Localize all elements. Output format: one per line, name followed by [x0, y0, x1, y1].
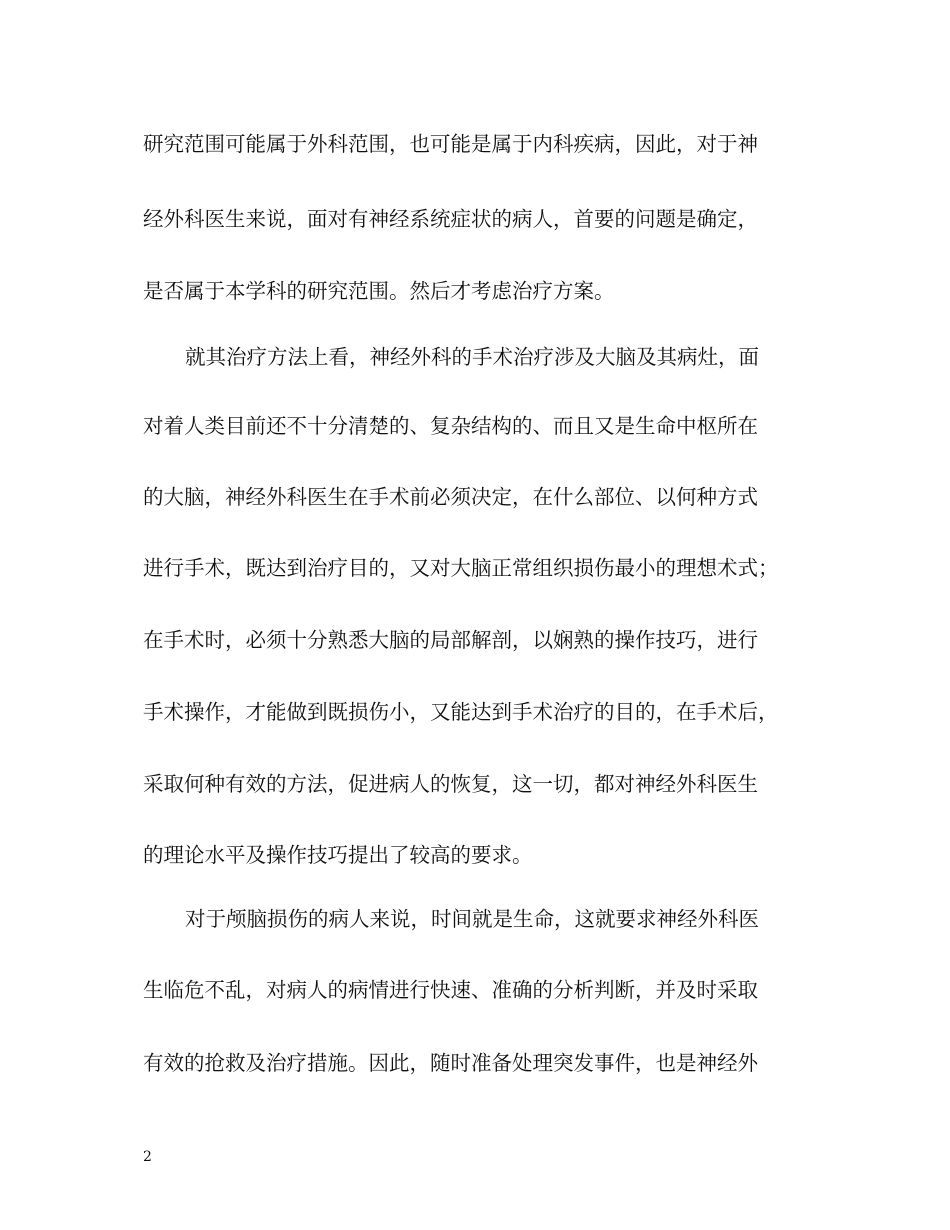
text-line: 进行手术，既达到治疗目的，又对大脑正常组织损伤最小的理想术式； [143, 556, 779, 580]
text-line: 对着人类目前还不十分清楚的、复杂结构的、而且又是生命中枢所在 [143, 414, 758, 438]
page-number: 2 [143, 1149, 152, 1165]
text-line: 有效的抢救及治疗措施。因此，随时准备处理突发事件，也是神经外 [143, 1051, 758, 1075]
text-line: 研究范围可能属于外科范围，也可能是属于内科疾病，因此，对于神 [143, 132, 758, 156]
text-line: 的理论水平及操作技巧提出了较高的要求。 [143, 843, 533, 867]
text-line: 就其治疗方法上看，神经外科的手术治疗涉及大脑及其病灶，面 [185, 345, 759, 369]
text-line: 生临危不乱，对病人的病情进行快速、准确的分析判断，并及时采取 [143, 978, 758, 1002]
text-line: 手术操作，才能做到既损伤小，又能达到手术治疗的目的，在手术后， [143, 700, 779, 724]
text-line: 采取何种有效的方法，促进病人的恢复，这一切，都对神经外科医生 [143, 772, 758, 796]
text-line: 的大脑，神经外科医生在手术前必须决定，在什么部位、以何种方式 [143, 485, 758, 509]
text-line: 对于颅脑损伤的病人来说，时间就是生命，这就要求神经外科医 [185, 907, 759, 931]
text-line: 在手术时，必须十分熟悉大脑的局部解剖，以娴熟的操作技巧，进行 [143, 628, 758, 652]
text-line: 经外科医生来说，面对有神经系统症状的病人，首要的问题是确定， [143, 207, 758, 231]
text-line: 是否属于本学科的研究范围。然后才考虑治疗方案。 [143, 279, 615, 303]
